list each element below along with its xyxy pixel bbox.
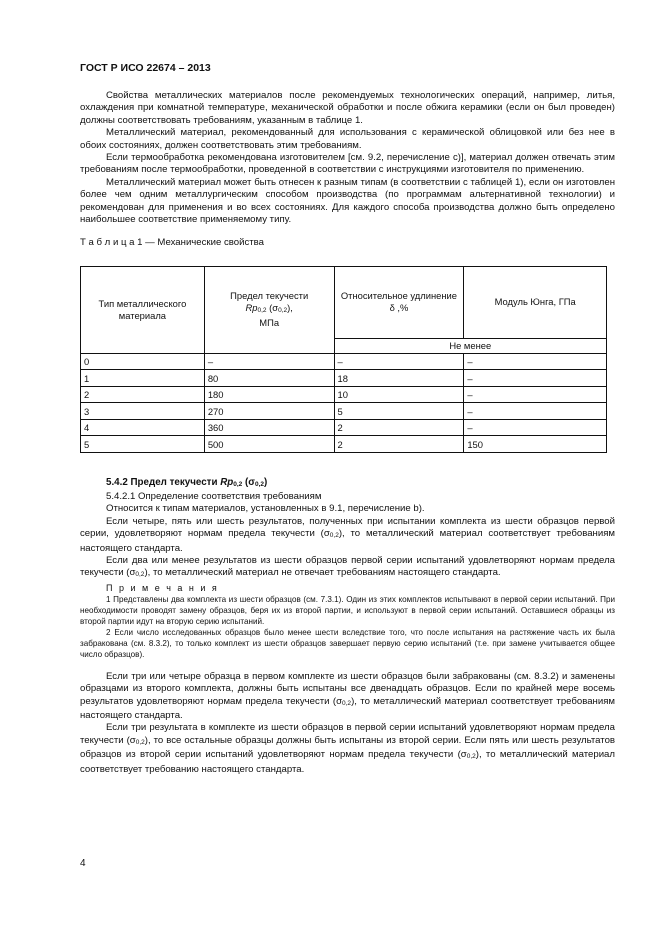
paragraph: Если три результата в комплекте из шести образцов в первой серии испытаний удовлетворяют нормам предела текучести $(\sigma_{0,2})$, то все остальные образцы должны быть испытаны из второй серии. Если пять или шесть результатов образцов из второй серии испытаний удовлетворяют нормам предела текучести $(\sigma_{0,2})$, то металлический материал соответствует требованию настоящего стандарта.: [80, 722, 616, 775]
paragraph: Если три или четыре образца в первом комплекте из шести образцов были забракованы (см. 8.3.2) и заменены образцами из второго комплекта, должны быть испытаны все двенадцать образцов. Если по крайней мере восемь результатов удовлетворяют нормам предела текучести $(\sigma_{0,2})$, то металлический материал соответствует требованиям настоящего стандарта.: [80, 670, 615, 721]
document-page: [80, 62, 615, 776]
header-elongation: Относительное удлинение δ ,%: [334, 266, 464, 338]
table-row: 4 360 2 –: [81, 419, 607, 436]
header-young: Модуль Юнга, ГПа: [464, 266, 607, 338]
page-number: 4: [80, 858, 86, 869]
note: 1 Представлены два комплекта из шести образцов (см. 7.3.1). Один из этих комплектов испытывают в первой серии испытаний. При необходимости проводят замену образцов, беря их из второй партии, и используют в первой серии испытаний. Оставшиеся образцы из второй партии идут на вторую серию испытаний.: [80, 594, 615, 626]
table-caption: Т а б л и ц а 1 — Механические свойства: [80, 237, 264, 249]
mechanical-properties-table: [80, 266, 607, 453]
subsection-title: 5.4.2.1 Определение соответствия требованиям: [106, 490, 322, 502]
table-row: 2 180 10 –: [81, 386, 607, 403]
paragraph: Если термообработка рекомендована изготовителем [см. 9.2, перечисление c)], материал должен отвечать этим требованиям после термообработки, проведенной в соответствии с инструкциями изготовителя по применению.: [80, 152, 615, 176]
document-header: ГОСТ Р ИСО 22674 – 2013: [80, 62, 211, 74]
paragraph: Если четыре, пять или шесть результатов, полученных при испытании комплекта из шести образцов первой серии, удовлетворяют нормам предела текучести $(\sigma_{0,2})$, то металлический материал соответствует требованиям настоящего стандарта.: [80, 515, 616, 554]
table-row: 1 80 18 –: [81, 370, 607, 387]
table-header-row: [81, 266, 607, 338]
table-row: 5 500 2 150: [81, 436, 607, 453]
table-row: 3 270 5 –: [81, 403, 607, 420]
paragraph: Металлический материал, рекомендованный для использования с керамической облицовкой или без нее в обоих состояниях, должен соответствовать этим требованиям.: [80, 127, 615, 151]
paragraph: Если два или менее результатов из шести образцов первой серии испытаний удовлетворяют нормам предела текучести $(\sigma_{0,2})$, то металлический материал не отвечает требованиям настоящего стандарта.: [80, 554, 615, 579]
paragraph: Относится к типам материалов, установленных в 9.1, перечисление b).: [106, 503, 425, 515]
section-title: 5.4.2 Предел текучести $Rp_{0,2}$ $(\sigma_{0,2})$: [106, 476, 268, 488]
notes-title: П р и м е ч а н и я: [106, 582, 219, 593]
paragraph: Металлический материал может быть отнесен к разным типам (в соответствии с таблицей 1), если он изготовлен более чем одним металлургическим способом производства (по программам альтернативной технологии) и рекомендован для применения и во всех состояниях. Для каждого способа производства должно быть определено наибольшее соответствие применяемому типу.: [80, 176, 615, 226]
table-row: 0 – – –: [81, 353, 607, 370]
note: 2 Если число исследованных образцов было менее шести вследствие того, что после испытания на растяжение часть их была забракована (см. 8.3.2), то только комплект из шести образцов завершает первую серию испытаний (т.е. при замене учитывается общее число образцов).: [80, 627, 615, 659]
header-yield: Предел текучести $Rp_{0,2}$ $(\sigma_{0,2})$, МПа: [204, 266, 334, 353]
min-note: Не менее: [334, 338, 606, 353]
header-type: Тип металлического материала: [81, 266, 205, 353]
paragraph: Свойства металлических материалов после рекомендуемых технологических операций, например, литья, охлаждения при комнатной температуре, механической обработки и после обжига керамики (если он был проведен) должны соответствовать требованиям, указанным в таблице 1.: [80, 90, 615, 126]
